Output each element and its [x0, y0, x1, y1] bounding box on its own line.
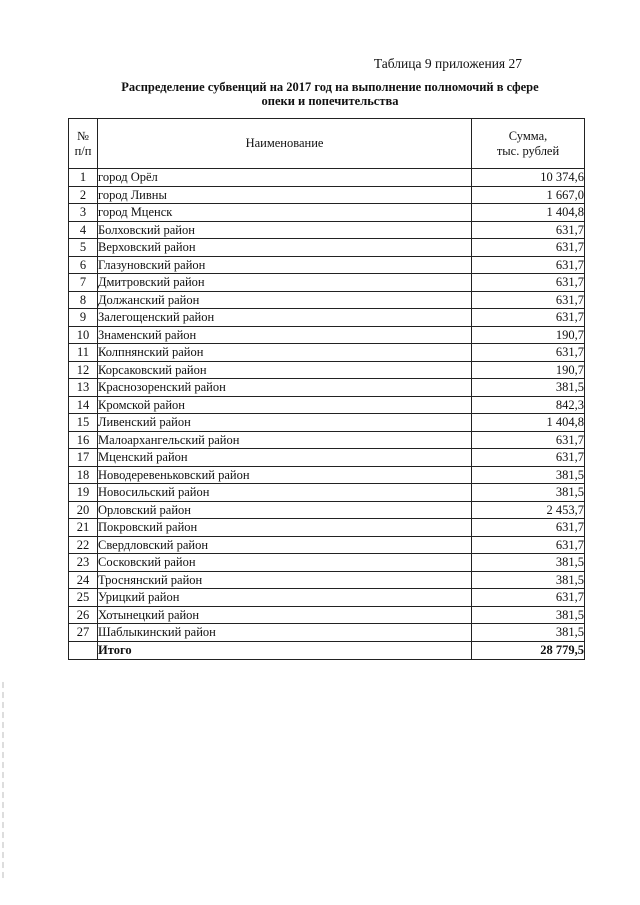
table-row	[69, 414, 585, 432]
row-number: 14	[69, 396, 98, 414]
table-row	[69, 239, 585, 257]
row-name: Сосковский район	[98, 554, 472, 572]
row-name: город Ливны	[98, 186, 472, 204]
row-sum: 381,5	[472, 554, 585, 572]
row-sum: 631,7	[472, 344, 585, 362]
row-number: 13	[69, 379, 98, 397]
scan-margin-dots	[2, 680, 4, 880]
row-number: 24	[69, 571, 98, 589]
total-row	[69, 641, 585, 659]
row-sum: 1 667,0	[472, 186, 585, 204]
row-sum: 190,7	[472, 361, 585, 379]
row-sum: 381,5	[472, 571, 585, 589]
row-sum: 10 374,6	[472, 169, 585, 187]
table-row	[69, 536, 585, 554]
subsidy-table	[68, 118, 585, 660]
row-number: 12	[69, 361, 98, 379]
row-name: Кромской район	[98, 396, 472, 414]
table-row	[69, 484, 585, 502]
row-name: Шаблыкинский район	[98, 624, 472, 642]
row-number: 8	[69, 291, 98, 309]
row-name: город Орёл	[98, 169, 472, 187]
row-sum: 631,7	[472, 239, 585, 257]
row-sum: 631,7	[472, 431, 585, 449]
column-header-sum-line-2: тыс. рублей	[496, 143, 560, 158]
row-number: 3	[69, 204, 98, 222]
row-sum: 842,3	[472, 396, 585, 414]
table-header-row	[69, 119, 585, 169]
row-sum: 631,7	[472, 221, 585, 239]
row-number: 4	[69, 221, 98, 239]
column-header-number-line-2: п/п	[74, 143, 92, 158]
table-row	[69, 624, 585, 642]
row-sum: 381,5	[472, 466, 585, 484]
table-row	[69, 466, 585, 484]
column-header-name: Наименование	[98, 119, 472, 169]
row-name: Болховский район	[98, 221, 472, 239]
document-title	[60, 80, 600, 108]
row-number: 18	[69, 466, 98, 484]
table-row	[69, 431, 585, 449]
table-row	[69, 326, 585, 344]
table-row	[69, 606, 585, 624]
row-name: Должанский район	[98, 291, 472, 309]
row-sum: 631,7	[472, 536, 585, 554]
column-header-number-line-1: №	[77, 128, 89, 143]
row-name: Свердловский район	[98, 536, 472, 554]
row-sum: 381,5	[472, 624, 585, 642]
row-name: Мценский район	[98, 449, 472, 467]
row-sum: 631,7	[472, 589, 585, 607]
row-number: 2	[69, 186, 98, 204]
row-number: 16	[69, 431, 98, 449]
table-row	[69, 554, 585, 572]
table-row	[69, 274, 585, 292]
table-row	[69, 186, 585, 204]
row-sum: 1 404,8	[472, 414, 585, 432]
row-name: Ливенский район	[98, 414, 472, 432]
row-sum: 631,7	[472, 291, 585, 309]
table-row	[69, 379, 585, 397]
document-title-line-2: опеки и попечительства	[261, 94, 399, 108]
row-name: Знаменский район	[98, 326, 472, 344]
row-sum: 1 404,8	[472, 204, 585, 222]
row-number: 5	[69, 239, 98, 257]
total-label: Итого	[98, 641, 472, 659]
total-sum: 28 779,5	[472, 641, 585, 659]
total-row-number-cell	[69, 641, 98, 659]
column-header-number	[69, 119, 98, 169]
row-name: Троснянский район	[98, 571, 472, 589]
row-number: 17	[69, 449, 98, 467]
table-row	[69, 344, 585, 362]
row-number: 26	[69, 606, 98, 624]
table-row	[69, 571, 585, 589]
row-name: Урицкий район	[98, 589, 472, 607]
table-row	[69, 291, 585, 309]
row-number: 10	[69, 326, 98, 344]
row-sum: 381,5	[472, 484, 585, 502]
row-name: Краснозоренский район	[98, 379, 472, 397]
row-name: Верховский район	[98, 239, 472, 257]
row-name: Колпнянский район	[98, 344, 472, 362]
row-sum: 381,5	[472, 606, 585, 624]
row-number: 25	[69, 589, 98, 607]
row-number: 27	[69, 624, 98, 642]
row-number: 1	[69, 169, 98, 187]
document-title-line-1: Распределение субвенций на 2017 год на выполнение полномочий в сфере	[121, 80, 539, 94]
row-sum: 381,5	[472, 379, 585, 397]
row-number: 15	[69, 414, 98, 432]
table-row	[69, 589, 585, 607]
table-row	[69, 204, 585, 222]
row-number: 9	[69, 309, 98, 327]
row-sum: 631,7	[472, 309, 585, 327]
table-row	[69, 361, 585, 379]
row-name: Новосильский район	[98, 484, 472, 502]
table-row	[69, 519, 585, 537]
row-name: город Мценск	[98, 204, 472, 222]
row-name: Корсаковский район	[98, 361, 472, 379]
row-name: Новодеревеньковский район	[98, 466, 472, 484]
row-name: Хотынецкий район	[98, 606, 472, 624]
row-sum: 2 453,7	[472, 501, 585, 519]
row-number: 19	[69, 484, 98, 502]
column-header-sum-line-1: Сумма,	[508, 128, 548, 143]
table-row	[69, 396, 585, 414]
table-row	[69, 309, 585, 327]
table-row	[69, 169, 585, 187]
table-body	[69, 169, 585, 642]
annex-label: Таблица 9 приложения 27	[373, 56, 522, 71]
table-row	[69, 221, 585, 239]
row-sum: 190,7	[472, 326, 585, 344]
table-row	[69, 501, 585, 519]
row-number: 6	[69, 256, 98, 274]
row-name: Глазуновский район	[98, 256, 472, 274]
table-row	[69, 449, 585, 467]
row-name: Малоархангельский район	[98, 431, 472, 449]
table-row	[69, 256, 585, 274]
row-number: 11	[69, 344, 98, 362]
row-name: Дмитровский район	[98, 274, 472, 292]
row-number: 7	[69, 274, 98, 292]
row-name: Залегощенский район	[98, 309, 472, 327]
column-header-sum	[472, 119, 585, 169]
row-number: 22	[69, 536, 98, 554]
row-number: 21	[69, 519, 98, 537]
row-number: 20	[69, 501, 98, 519]
row-sum: 631,7	[472, 274, 585, 292]
row-name: Орловский район	[98, 501, 472, 519]
row-name: Покровский район	[98, 519, 472, 537]
row-sum: 631,7	[472, 449, 585, 467]
row-sum: 631,7	[472, 519, 585, 537]
row-sum: 631,7	[472, 256, 585, 274]
row-number: 23	[69, 554, 98, 572]
